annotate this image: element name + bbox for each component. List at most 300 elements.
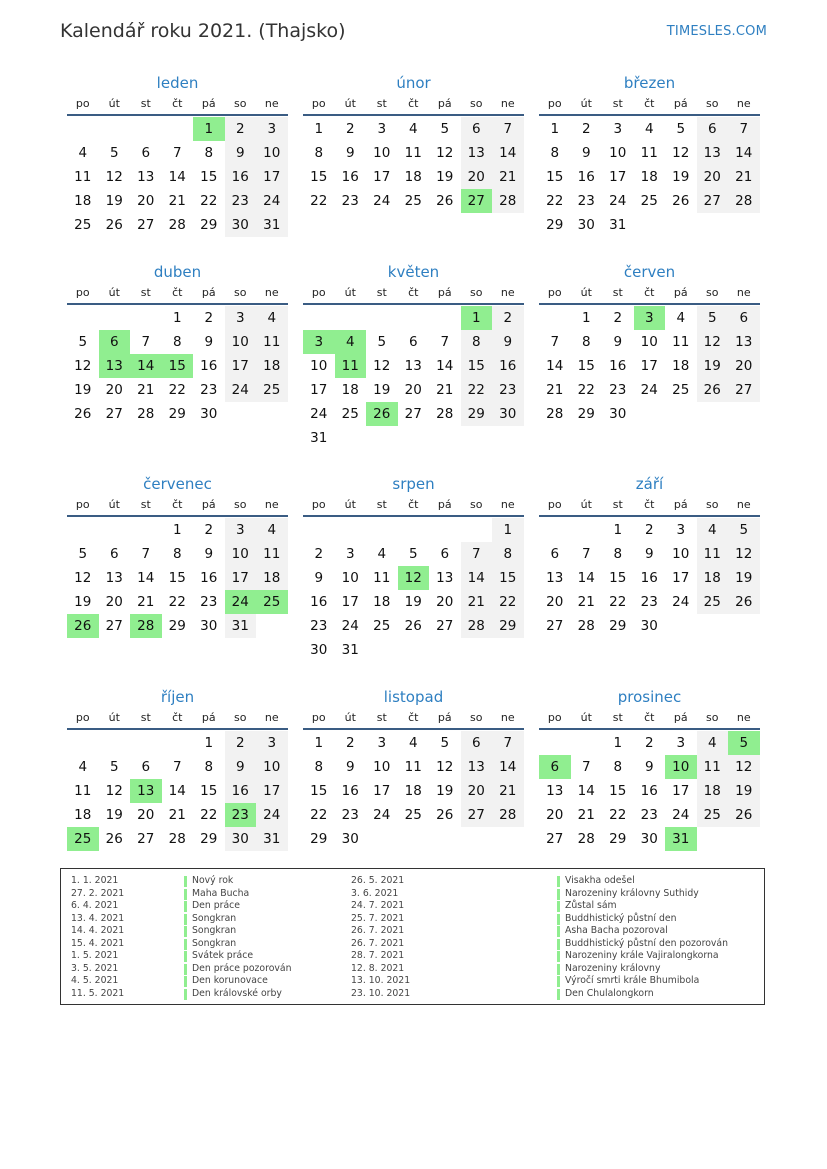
weekend-day: 23 bbox=[492, 378, 524, 402]
empty-cell bbox=[67, 518, 99, 542]
holiday-day: 26 bbox=[67, 614, 99, 638]
day: 19 bbox=[436, 169, 454, 185]
weekend-day: 11 bbox=[697, 542, 729, 566]
day: 22 bbox=[200, 193, 218, 209]
day: 18 bbox=[672, 358, 690, 374]
weekday-label: pá bbox=[437, 97, 452, 110]
month-name: březen bbox=[623, 74, 676, 92]
day: 29 bbox=[200, 831, 218, 847]
empty-cell bbox=[67, 731, 99, 755]
day: 22 bbox=[310, 193, 328, 209]
legend-holiday-name: Svátek práce bbox=[192, 950, 254, 961]
day: 25 bbox=[74, 217, 92, 233]
day: 5 bbox=[440, 735, 450, 751]
weekday-header bbox=[303, 708, 524, 730]
empty-cell bbox=[492, 827, 524, 851]
weekday-label: pá bbox=[201, 97, 216, 110]
weekday-label: út bbox=[580, 97, 592, 110]
legend-holiday-name: Narozeniny královny bbox=[565, 962, 661, 974]
empty-cell bbox=[697, 213, 729, 237]
day: 16 bbox=[341, 783, 359, 799]
weekday-label: po bbox=[75, 498, 90, 511]
day: 13 bbox=[546, 783, 564, 799]
day: 11 bbox=[404, 145, 422, 161]
day: 4 bbox=[408, 121, 418, 137]
day: 15 bbox=[577, 358, 595, 374]
empty-cell bbox=[67, 117, 99, 141]
weekday-label: út bbox=[344, 286, 356, 299]
weekday-label: so bbox=[234, 711, 247, 724]
weekend-day: 21 bbox=[461, 590, 493, 614]
day: 14 bbox=[577, 783, 595, 799]
weekday-label: pá bbox=[437, 498, 452, 511]
weekend-day: 10 bbox=[256, 755, 288, 779]
legend-column-2 bbox=[351, 875, 751, 1000]
day: 15 bbox=[609, 570, 627, 586]
day: 5 bbox=[78, 546, 88, 562]
day: 19 bbox=[373, 382, 391, 398]
empty-cell bbox=[130, 306, 162, 330]
month-name: duben bbox=[153, 263, 202, 281]
legend-marker bbox=[184, 989, 187, 1000]
day: 12 bbox=[105, 783, 123, 799]
weekend-day: 28 bbox=[461, 614, 493, 638]
legend-holiday-name: Buddhistický půstní den bbox=[565, 912, 677, 924]
empty-cell bbox=[130, 117, 162, 141]
day: 18 bbox=[640, 169, 658, 185]
day: 26 bbox=[105, 217, 123, 233]
empty-cell bbox=[728, 614, 760, 638]
empty-cell bbox=[335, 426, 367, 450]
weekday-label: po bbox=[311, 97, 326, 110]
weekend-day: 4 bbox=[256, 306, 288, 330]
day: 5 bbox=[78, 334, 88, 350]
weekday-label: so bbox=[234, 498, 247, 511]
weekend-day: 24 bbox=[225, 378, 257, 402]
site-link[interactable]: TIMESLES.COM bbox=[666, 24, 767, 39]
day: 17 bbox=[672, 570, 690, 586]
day: 28 bbox=[137, 406, 155, 422]
weekday-label: út bbox=[344, 711, 356, 724]
legend-date: 26. 7. 2021 bbox=[351, 937, 405, 949]
week-row bbox=[67, 614, 288, 638]
weekend-day: 20 bbox=[697, 165, 729, 189]
legend-entry bbox=[71, 938, 371, 951]
day: 22 bbox=[609, 594, 627, 610]
empty-cell bbox=[130, 731, 162, 755]
day: 27 bbox=[436, 618, 454, 634]
weekday-label: st bbox=[376, 498, 387, 511]
day: 29 bbox=[609, 831, 627, 847]
legend-entry bbox=[71, 913, 371, 926]
empty-cell bbox=[99, 306, 131, 330]
empty-cell bbox=[429, 518, 461, 542]
holiday-day: 23 bbox=[225, 803, 257, 827]
weekday-header bbox=[539, 708, 760, 730]
weekend-day: 11 bbox=[697, 755, 729, 779]
week-row bbox=[303, 378, 524, 402]
week-row bbox=[303, 117, 524, 141]
weekend-day: 25 bbox=[256, 378, 288, 402]
weekend-day: 3 bbox=[256, 117, 288, 141]
day: 30 bbox=[640, 618, 658, 634]
weekend-day: 6 bbox=[461, 731, 493, 755]
day: 31 bbox=[609, 217, 627, 233]
weekend-day: 19 bbox=[728, 566, 760, 590]
weekend-day: 16 bbox=[225, 165, 257, 189]
day: 26 bbox=[74, 406, 92, 422]
weekend-day: 5 bbox=[728, 518, 760, 542]
day: 6 bbox=[141, 759, 151, 775]
legend-marker bbox=[184, 939, 187, 950]
day: 4 bbox=[78, 145, 88, 161]
day: 3 bbox=[676, 735, 686, 751]
weekend-day: 4 bbox=[697, 518, 729, 542]
weekday-label: po bbox=[75, 711, 90, 724]
day: 4 bbox=[78, 759, 88, 775]
weekend-day: 31 bbox=[225, 614, 257, 638]
weekday-header bbox=[539, 495, 760, 517]
empty-cell bbox=[256, 614, 288, 638]
day: 16 bbox=[640, 783, 658, 799]
weekday-label: so bbox=[470, 286, 483, 299]
weekend-day: 10 bbox=[256, 141, 288, 165]
weekend-day: 30 bbox=[225, 213, 257, 237]
week-row bbox=[303, 755, 524, 779]
weekday-label: ne bbox=[264, 711, 279, 724]
week-row bbox=[539, 117, 760, 141]
empty-cell bbox=[461, 426, 493, 450]
day: 2 bbox=[644, 522, 654, 538]
week-row bbox=[539, 614, 760, 638]
weekend-day: 12 bbox=[728, 542, 760, 566]
weekday-label: ne bbox=[500, 286, 515, 299]
weekend-day: 31 bbox=[256, 827, 288, 851]
empty-cell bbox=[665, 614, 697, 638]
day: 3 bbox=[345, 546, 355, 562]
legend-holiday-name: Nový rok bbox=[192, 875, 234, 886]
week-row bbox=[67, 165, 288, 189]
weekday-label: so bbox=[706, 286, 719, 299]
weekday-label: pá bbox=[673, 711, 688, 724]
legend-column-1 bbox=[71, 875, 371, 1000]
empty-cell bbox=[665, 402, 697, 426]
weekend-day: 12 bbox=[728, 755, 760, 779]
day: 2 bbox=[581, 121, 591, 137]
month-červenec bbox=[67, 473, 288, 638]
day: 13 bbox=[404, 358, 422, 374]
day: 27 bbox=[137, 831, 155, 847]
week-row bbox=[67, 330, 288, 354]
weekend-day: 3 bbox=[225, 518, 257, 542]
holiday-day: 13 bbox=[130, 779, 162, 803]
weekday-label: út bbox=[108, 711, 120, 724]
day: 15 bbox=[200, 169, 218, 185]
day: 27 bbox=[137, 217, 155, 233]
day: 23 bbox=[640, 807, 658, 823]
day: 10 bbox=[310, 358, 328, 374]
weekday-header bbox=[67, 94, 288, 116]
day: 15 bbox=[609, 783, 627, 799]
day: 11 bbox=[74, 783, 92, 799]
day: 12 bbox=[373, 358, 391, 374]
weekend-day: 15 bbox=[492, 566, 524, 590]
empty-cell bbox=[162, 117, 194, 141]
day: 25 bbox=[640, 193, 658, 209]
weekday-label: ne bbox=[500, 498, 515, 511]
legend-entry bbox=[351, 950, 751, 963]
week-row bbox=[539, 189, 760, 213]
month-name: červenec bbox=[143, 475, 212, 493]
empty-cell bbox=[256, 402, 288, 426]
day: 22 bbox=[310, 807, 328, 823]
legend-marker bbox=[184, 926, 187, 937]
weekday-label: út bbox=[344, 97, 356, 110]
day: 18 bbox=[404, 169, 422, 185]
weekday-label: út bbox=[344, 498, 356, 511]
legend-marker bbox=[557, 914, 560, 925]
weekday-label: ne bbox=[736, 286, 751, 299]
weekend-day: 9 bbox=[492, 330, 524, 354]
legend-holiday-name: Narozeniny královny Suthidy bbox=[565, 887, 699, 899]
week-row bbox=[539, 755, 760, 779]
legend-marker bbox=[557, 876, 560, 887]
day: 22 bbox=[577, 382, 595, 398]
legend-entry bbox=[351, 938, 751, 951]
holiday-day: 25 bbox=[256, 590, 288, 614]
weekend-day: 5 bbox=[697, 306, 729, 330]
day: 9 bbox=[613, 334, 623, 350]
weekend-day: 12 bbox=[697, 330, 729, 354]
day: 15 bbox=[310, 783, 328, 799]
week-row bbox=[67, 213, 288, 237]
weekend-day: 17 bbox=[256, 165, 288, 189]
weekend-day: 14 bbox=[492, 755, 524, 779]
weekend-day: 13 bbox=[461, 755, 493, 779]
day: 28 bbox=[546, 406, 564, 422]
weekday-label: po bbox=[75, 97, 90, 110]
week-row bbox=[67, 779, 288, 803]
weekday-header bbox=[303, 495, 524, 517]
day: 7 bbox=[581, 759, 591, 775]
day: 21 bbox=[168, 193, 186, 209]
day: 30 bbox=[640, 831, 658, 847]
holiday-day: 5 bbox=[728, 731, 760, 755]
weekday-label: pá bbox=[201, 498, 216, 511]
day: 31 bbox=[310, 430, 328, 446]
day: 6 bbox=[440, 546, 450, 562]
day: 9 bbox=[644, 759, 654, 775]
weekend-day: 26 bbox=[697, 378, 729, 402]
day: 2 bbox=[314, 546, 324, 562]
holiday-day: 6 bbox=[99, 330, 131, 354]
day: 2 bbox=[345, 735, 355, 751]
legend-marker bbox=[557, 951, 560, 962]
day: 11 bbox=[74, 169, 92, 185]
empty-cell bbox=[335, 306, 367, 330]
empty-cell bbox=[539, 731, 571, 755]
month-duben bbox=[67, 261, 288, 426]
weekday-label: so bbox=[706, 498, 719, 511]
day: 24 bbox=[373, 807, 391, 823]
weekday-label: čt bbox=[644, 97, 655, 110]
day: 7 bbox=[172, 759, 182, 775]
day: 8 bbox=[613, 546, 623, 562]
day: 3 bbox=[676, 522, 686, 538]
weekday-label: st bbox=[612, 711, 623, 724]
holiday-legend bbox=[60, 868, 765, 1005]
weekday-label: st bbox=[140, 711, 151, 724]
weekend-day: 18 bbox=[697, 566, 729, 590]
week-row bbox=[539, 590, 760, 614]
day: 16 bbox=[609, 358, 627, 374]
day: 21 bbox=[577, 594, 595, 610]
day: 30 bbox=[200, 618, 218, 634]
weekend-day: 19 bbox=[697, 354, 729, 378]
weekday-label: so bbox=[234, 286, 247, 299]
week-row bbox=[67, 827, 288, 851]
weekend-day: 13 bbox=[728, 330, 760, 354]
weekday-label: st bbox=[612, 97, 623, 110]
holiday-day: 13 bbox=[99, 354, 131, 378]
week-row bbox=[303, 827, 524, 851]
empty-cell bbox=[67, 306, 99, 330]
week-row bbox=[303, 189, 524, 213]
empty-cell bbox=[697, 614, 729, 638]
day: 2 bbox=[644, 735, 654, 751]
day: 9 bbox=[204, 334, 214, 350]
week-row bbox=[67, 117, 288, 141]
holiday-day: 27 bbox=[461, 189, 493, 213]
legend-entry bbox=[71, 925, 371, 938]
week-row bbox=[539, 330, 760, 354]
day: 25 bbox=[404, 807, 422, 823]
empty-cell bbox=[99, 117, 131, 141]
week-row bbox=[67, 189, 288, 213]
day: 24 bbox=[609, 193, 627, 209]
empty-cell bbox=[429, 426, 461, 450]
day: 19 bbox=[74, 594, 92, 610]
legend-entry bbox=[71, 950, 371, 963]
day: 5 bbox=[408, 546, 418, 562]
day: 23 bbox=[310, 618, 328, 634]
day: 22 bbox=[200, 807, 218, 823]
weekend-day: 30 bbox=[225, 827, 257, 851]
empty-cell bbox=[162, 731, 194, 755]
weekday-label: po bbox=[547, 711, 562, 724]
weekend-day: 8 bbox=[492, 542, 524, 566]
weekend-day: 24 bbox=[256, 803, 288, 827]
weekend-day: 28 bbox=[492, 803, 524, 827]
weekend-day: 20 bbox=[728, 354, 760, 378]
day: 12 bbox=[436, 759, 454, 775]
legend-date: 14. 4. 2021 bbox=[71, 925, 125, 936]
weekday-label: so bbox=[470, 97, 483, 110]
day: 20 bbox=[137, 193, 155, 209]
day: 15 bbox=[200, 783, 218, 799]
empty-cell bbox=[429, 638, 461, 662]
legend-entry bbox=[71, 900, 371, 913]
legend-holiday-name: Asha Bacha pozoroval bbox=[565, 925, 668, 936]
weekend-day: 3 bbox=[256, 731, 288, 755]
empty-cell bbox=[492, 638, 524, 662]
weekday-header bbox=[67, 283, 288, 305]
day: 1 bbox=[172, 522, 182, 538]
legend-marker bbox=[184, 914, 187, 925]
legend-marker bbox=[184, 976, 187, 987]
weekday-label: so bbox=[706, 711, 719, 724]
day: 21 bbox=[436, 382, 454, 398]
legend-date: 6. 4. 2021 bbox=[71, 900, 119, 911]
day: 25 bbox=[404, 193, 422, 209]
weekend-day: 8 bbox=[461, 330, 493, 354]
weekend-day: 20 bbox=[461, 165, 493, 189]
day: 2 bbox=[613, 310, 623, 326]
day: 10 bbox=[373, 145, 391, 161]
weekday-label: so bbox=[470, 498, 483, 511]
day: 12 bbox=[74, 358, 92, 374]
weekday-label: po bbox=[547, 97, 562, 110]
legend-holiday-name: Den práce bbox=[192, 900, 240, 911]
legend-date: 11. 5. 2021 bbox=[71, 987, 125, 999]
day: 26 bbox=[672, 193, 690, 209]
day: 14 bbox=[168, 783, 186, 799]
legend-date: 28. 7. 2021 bbox=[351, 950, 405, 961]
day: 23 bbox=[640, 594, 658, 610]
day: 18 bbox=[74, 807, 92, 823]
day: 27 bbox=[546, 618, 564, 634]
day: 26 bbox=[436, 193, 454, 209]
day: 22 bbox=[546, 193, 564, 209]
day: 22 bbox=[168, 594, 186, 610]
day: 2 bbox=[204, 310, 214, 326]
day: 21 bbox=[137, 594, 155, 610]
day: 23 bbox=[577, 193, 595, 209]
empty-cell bbox=[99, 518, 131, 542]
legend-date: 12. 8. 2021 bbox=[351, 962, 405, 974]
empty-cell bbox=[728, 402, 760, 426]
weekend-day: 7 bbox=[461, 542, 493, 566]
day: 29 bbox=[168, 406, 186, 422]
weekend-day: 21 bbox=[728, 165, 760, 189]
legend-marker bbox=[557, 889, 560, 900]
week-row bbox=[539, 518, 760, 542]
month-červen bbox=[539, 261, 760, 426]
day: 28 bbox=[168, 217, 186, 233]
weekday-label: út bbox=[580, 711, 592, 724]
weekday-label: čt bbox=[408, 498, 419, 511]
day: 11 bbox=[373, 570, 391, 586]
legend-marker bbox=[184, 889, 187, 900]
day: 30 bbox=[609, 406, 627, 422]
day: 15 bbox=[546, 169, 564, 185]
holiday-day: 26 bbox=[366, 402, 398, 426]
legend-date: 3. 5. 2021 bbox=[71, 962, 119, 974]
day: 1 bbox=[314, 735, 324, 751]
day: 24 bbox=[373, 193, 391, 209]
legend-holiday-name: Songkran bbox=[192, 937, 237, 949]
day: 5 bbox=[377, 334, 387, 350]
month-únor bbox=[303, 72, 524, 213]
weekend-day: 10 bbox=[225, 330, 257, 354]
weekend-day: 27 bbox=[461, 803, 493, 827]
legend-entry bbox=[351, 975, 751, 988]
week-row bbox=[67, 566, 288, 590]
weekday-label: pá bbox=[673, 97, 688, 110]
week-row bbox=[303, 518, 524, 542]
weekday-label: po bbox=[75, 286, 90, 299]
week-row bbox=[67, 542, 288, 566]
